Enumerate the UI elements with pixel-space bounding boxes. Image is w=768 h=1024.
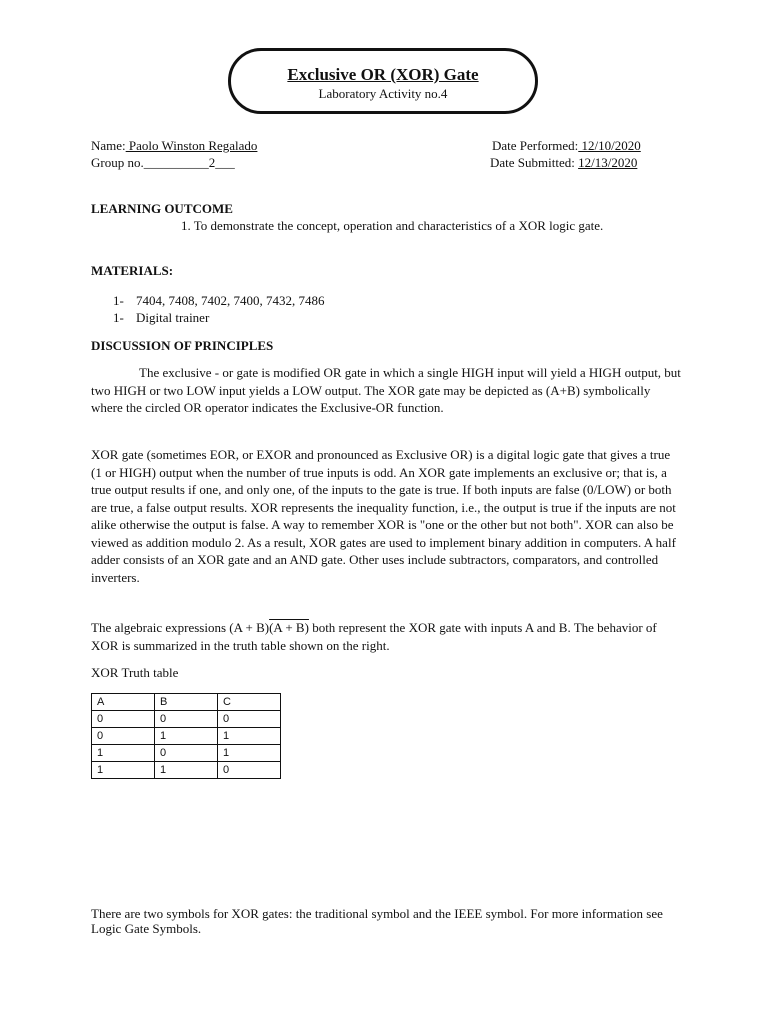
name-line bbox=[91, 138, 257, 154]
table-cell: 0 bbox=[218, 762, 281, 779]
name-label: Name: bbox=[91, 138, 126, 153]
table-cell: 0 bbox=[92, 711, 155, 728]
discussion-paragraph-1: The exclusive - or gate is modified OR gate in which a single HIGH input will yield a HIGH output, but two HIGH or two LOW input yields a LOW output. The XOR gate may be depicted as (A+B) symbolically where the circled OR operator indicates the Exclusive-OR function. bbox=[91, 365, 681, 415]
table-header-cell: C bbox=[218, 694, 281, 711]
date-submitted-line bbox=[490, 155, 637, 171]
table-header-cell: A bbox=[92, 694, 155, 711]
discussion-paragraph-2: XOR gate (sometimes EOR, or EXOR and pronounced as Exclusive OR) is a digital logic gate that gives a true (1 or HIGH) output when the number of true inputs is odd. An XOR gate implements an exclusive or; that is, a true output results if one, and only one, of the inputs to the gate is true. If both inputs are false (0/LOW) or both are true, a false output results. XOR represents the inequality function, i.e., the output is true if the inputs are not alike otherwise the output is false. A way to remember XOR is "one or the other but not both". XOR can also be viewed as addition modulo 2. As a result, XOR gates are used to implement binary addition in computers. A half adder consists of an XOR gate and an AND gate. Other uses include subtractors, comparators, and controlled inverters. bbox=[91, 447, 676, 585]
table-cell: 1 bbox=[155, 762, 218, 779]
document-subtitle: Laboratory Activity no.4 bbox=[318, 86, 448, 101]
table-cell: 0 bbox=[218, 711, 281, 728]
expression-overbar: (A + B) bbox=[269, 620, 309, 635]
materials-qty: 1- bbox=[113, 310, 124, 325]
truth-table bbox=[91, 693, 281, 779]
discussion-paragraph-3 bbox=[91, 619, 681, 654]
table-cell: 1 bbox=[218, 728, 281, 745]
materials-qty: 1- bbox=[113, 293, 124, 308]
learning-outcome-item: 1. To demonstrate the concept, operation and characteristics of a XOR logic gate. bbox=[181, 218, 604, 233]
learning-outcome-heading: LEARNING OUTCOME bbox=[91, 201, 233, 216]
group-value: __________2___ bbox=[143, 155, 235, 170]
date-submitted-label: Date Submitted: bbox=[490, 155, 575, 170]
title-box bbox=[228, 48, 538, 114]
expression-text: The algebraic expressions (A + B) bbox=[91, 620, 270, 635]
date-performed-line bbox=[492, 138, 641, 154]
table-cell: 0 bbox=[155, 745, 218, 762]
table-row bbox=[92, 745, 281, 762]
group-label: Group no. bbox=[91, 155, 144, 170]
materials-item bbox=[113, 293, 325, 309]
table-cell: 1 bbox=[155, 728, 218, 745]
date-submitted-value: 12/13/2020 bbox=[578, 155, 638, 170]
materials-text: 7404, 7408, 7402, 7400, 7432, 7486 bbox=[136, 293, 325, 308]
table-cell: 0 bbox=[155, 711, 218, 728]
truth-table-label: XOR Truth table bbox=[91, 665, 179, 680]
table-row bbox=[92, 762, 281, 779]
materials-text: Digital trainer bbox=[136, 310, 210, 325]
table-header-row bbox=[92, 694, 281, 711]
table-cell: 1 bbox=[92, 762, 155, 779]
document-title: Exclusive OR (XOR) Gate bbox=[287, 65, 479, 84]
materials-item bbox=[113, 310, 210, 326]
table-row bbox=[92, 711, 281, 728]
table-cell: 0 bbox=[92, 728, 155, 745]
table-cell: 1 bbox=[218, 745, 281, 762]
table-header-cell: B bbox=[155, 694, 218, 711]
materials-heading: MATERIALS: bbox=[91, 263, 174, 278]
date-performed-value: 12/10/2020 bbox=[578, 138, 641, 153]
table-cell: 1 bbox=[92, 745, 155, 762]
table-row bbox=[92, 728, 281, 745]
discussion-heading: DISCUSSION OF PRINCIPLES bbox=[91, 338, 274, 353]
expression-tail: both represent the XOR gate with inputs A and B. The behavior of XOR is summarized in the truth table shown on the right. bbox=[91, 620, 657, 653]
name-value: Paolo Winston Regalado bbox=[125, 138, 258, 153]
footer-paragraph: There are two symbols for XOR gates: the traditional symbol and the IEEE symbol. For more information see Logic Gate Symbols. bbox=[91, 906, 663, 936]
date-performed-label: Date Performed: bbox=[492, 138, 579, 153]
group-line bbox=[91, 155, 235, 171]
